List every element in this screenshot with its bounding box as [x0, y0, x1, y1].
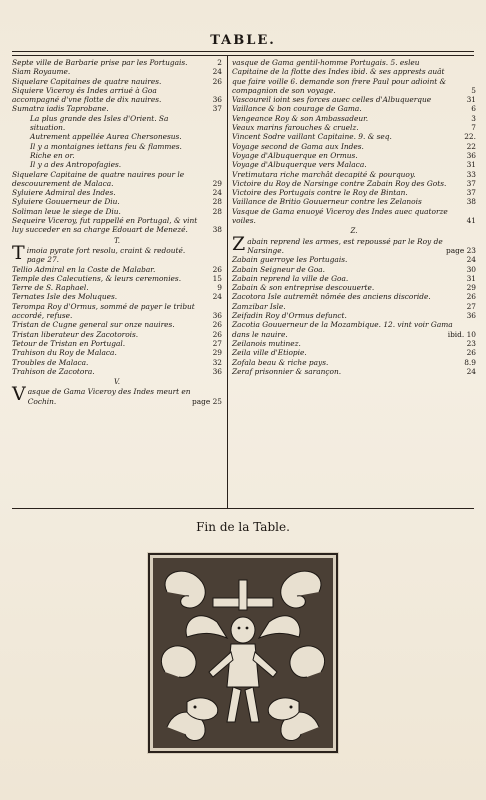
entry-text: Terompa Roy d'Ormus, sommé de payer le tribut accordé, refuse. [12, 301, 195, 321]
entry-text: Zofala beau & riche pays. [232, 357, 329, 367]
index-entry [12, 114, 222, 133]
index-entry [12, 67, 222, 76]
index-entry [12, 265, 222, 274]
entry-page-number: 31 [466, 273, 476, 283]
index-entry [232, 160, 476, 169]
entry-page-number: 26 [466, 348, 476, 358]
entry-page-number: 29 [212, 178, 222, 188]
index-entry [232, 114, 476, 123]
entry-text: Zabain guerroye les Portugais. [232, 255, 348, 265]
index-entry [12, 170, 222, 189]
index-entry [232, 339, 476, 348]
entry-page-number: 29 [212, 348, 222, 358]
entry-text: Zabain reprend les armes, est repoussé par le Roy de Narsinge. [232, 232, 443, 255]
entry-text: Zabain reprend la ville de Goa. [232, 273, 349, 283]
index-column-left [12, 58, 222, 406]
entry-text: Troubles de Malaca. [12, 357, 89, 367]
column-separator [227, 56, 228, 508]
woodcut-grotesque-ornament-icon [147, 552, 339, 754]
entry-page-number: 26 [212, 329, 222, 339]
index-entry [232, 232, 476, 256]
entry-text: Temple des Calecutiens, & leurs ceremonies. [12, 273, 182, 283]
index-entry [232, 367, 476, 376]
entry-text: Siam Royaume. [12, 67, 71, 77]
index-entry [232, 151, 476, 160]
index-entry [232, 132, 476, 141]
entry-text: Tristan liberateur des Zacotorois. [12, 329, 139, 339]
index-entry [12, 320, 222, 329]
index-entry [232, 283, 476, 292]
index-entry [12, 142, 222, 151]
index-entry [12, 274, 222, 283]
entry-page-number: 31 [466, 95, 476, 105]
index-entry [232, 274, 476, 283]
entry-page-number: 36 [212, 95, 222, 105]
entry-text: Vaillance & bon courage de Gama. [232, 104, 362, 114]
entry-text: Vasque de Gama enuoyé Viceroy des Indes auec quatorze voiles. [232, 206, 448, 226]
end-of-table-text: Fin de la Table. [196, 520, 290, 534]
entry-text: Veaux marins farouches & cruelz. [232, 123, 359, 133]
entry-page-number: 29 [466, 283, 476, 293]
index-entry [12, 302, 222, 321]
entry-text: vasque de Gama gentil-homme Portugais. 5. esleu Capitaine de la flotte des Indes ibid. & ses apprests auât que faire voille 6. demande son frere Paul pour adioint & compagnion de son voyage. [232, 58, 447, 95]
index-entry [12, 160, 222, 169]
entry-page-number: 36 [212, 366, 222, 376]
entry-page-number: 24 [212, 188, 222, 198]
index-entry [232, 302, 476, 311]
entry-page-number: 30 [466, 264, 476, 274]
entry-text: La plus grande des Isles d'Orient. Sa situation. [30, 113, 169, 133]
entry-text: Tristan de Cugne general sur onze nauires. [12, 320, 175, 330]
entry-text: Il y a montaignes iettans feu & flammes. [30, 141, 182, 151]
entry-text: Zacotora Isle autremêt nômée des anciens discoride. [232, 292, 431, 302]
entry-text: Vaillance de Britio Gouuerneur contre les Zelanois [232, 197, 422, 207]
entry-text: Syluiere Gouuerneur de Diu. [12, 197, 120, 207]
entry-page-number: 24 [212, 292, 222, 302]
entry-page-number: 26 [212, 320, 222, 330]
entry-page-number: 31 [466, 160, 476, 170]
index-entry [232, 348, 476, 357]
index-entry [232, 104, 476, 113]
entry-page-number: 15 [212, 273, 222, 283]
entry-text: Voyage d'Albuquerque vers Malaca. [232, 160, 367, 170]
index-entry [12, 339, 222, 348]
entry-text: Timoia pyrate fort resolu, craint & redouté. page 27. [12, 241, 186, 265]
index-entry [232, 320, 476, 339]
entry-text: Zabain & son entreprise descouuerte. [232, 283, 375, 293]
entry-page-number: 37 [466, 188, 476, 198]
entry-page-number: 37 [466, 178, 476, 188]
entry-text: Vengeance Roy & son Ambassadeur. [232, 113, 369, 123]
entry-text: Zeifadin Roy d'Ormus defunct. [232, 311, 347, 321]
entry-page-number: 26 [212, 76, 222, 86]
entry-page-number: 5 [471, 85, 476, 95]
entry-text: Voyage second de Gama aux Indes. [232, 141, 364, 151]
entry-text: Siquiere Viceroy és Indes arriué à Goa accompagné d'vne flotte de dix nauires. [12, 85, 162, 105]
index-entry [232, 311, 476, 320]
entry-text: Zamzibar Isle. [232, 301, 286, 311]
entry-page-number: 22 [466, 141, 476, 151]
index-entry [12, 197, 222, 206]
entry-text: Il y a des Antropofagies. [30, 160, 122, 170]
entry-text: Siquelare Capitaine de quatre nauires pour le descouurement de Malaca. [12, 169, 185, 188]
entry-page-number: 41 [466, 216, 476, 226]
entry-text: Terre de S. Raphael. [12, 283, 89, 293]
index-entry [232, 207, 476, 226]
entry-page-number: 37 [212, 104, 222, 114]
entry-page-number: 23 [466, 338, 476, 348]
entry-text: Victoire du Roy de Narsinge contre Zabain Roy des Gots. [232, 178, 447, 188]
entry-page-number: 27 [466, 301, 476, 311]
entry-page-number: 2 [217, 58, 222, 67]
entry-page-number: ibid. 10 [447, 329, 476, 339]
index-entry [12, 330, 222, 339]
index-entry [12, 241, 222, 265]
entry-text: Vascoureil ioint ses forces auec celles d'Albuquerque [232, 95, 432, 105]
entry-page-number: 9 [217, 283, 222, 293]
header-rule-double [12, 55, 474, 56]
entry-page-number: 36 [212, 311, 222, 321]
entry-text: Sumatra iadis Taprobane. [12, 104, 109, 114]
footer-rule [12, 508, 474, 509]
entry-page-number: page 23 [446, 245, 476, 255]
index-entry [232, 292, 476, 301]
entry-page-number: 6 [471, 104, 476, 114]
index-entry [232, 95, 476, 104]
entry-text: Zacotia Gouuerneur de la Mozambique. 12. vint voir Gama dans le nauire. [232, 320, 453, 339]
index-entry [232, 123, 476, 132]
entry-text: Vretimutara riche marchât decapité & pourquoy. [232, 169, 416, 179]
index-entry [232, 265, 476, 274]
index-entry [12, 283, 222, 292]
index-entry [12, 207, 222, 216]
entry-text: Trahison de Zacotora. [12, 366, 95, 376]
index-entry [12, 58, 222, 67]
entry-text: Syluiere Admiral des Indes. [12, 188, 116, 198]
entry-page-number: 38 [212, 225, 222, 235]
entry-text: Tellio Admiral en la Coste de Malabar. [12, 264, 156, 274]
index-entry [12, 383, 222, 406]
entry-text: Autrement appellée Aurea Chersonesus. [30, 132, 182, 142]
entry-text: Zabain Seigneur de Goa. [232, 264, 326, 274]
entry-text: Riche en or. [30, 150, 75, 160]
entry-text: Voyage d'Albuquerque en Ormus. [232, 150, 358, 160]
header-rule [12, 51, 474, 52]
index-entry [232, 179, 476, 188]
index-entry [12, 104, 222, 113]
index-entry [12, 188, 222, 197]
entry-page-number: page 25 [192, 396, 222, 406]
index-entry [232, 188, 476, 197]
page-header: TABLE. [210, 33, 276, 48]
index-entry [232, 197, 476, 206]
entry-page-number: 36 [466, 311, 476, 321]
entry-text: Sequeire Viceroy, fut rappellé en Portugal, & vint luy succeder en sa charge Edouart de Menezé. [12, 216, 198, 235]
entry-text: Ternates Isle des Moluques. [12, 292, 118, 302]
entry-page-number: 24 [212, 67, 222, 77]
index-column-right [232, 58, 476, 376]
entry-text: Vasque de Gama Viceroy des Indes meurt en Cochin. [12, 383, 191, 406]
index-entry [12, 292, 222, 301]
entry-page-number: 32 [212, 357, 222, 367]
entry-page-number: 36 [466, 150, 476, 160]
entry-page-number: 3 [471, 113, 476, 123]
entry-page-number: 28 [212, 197, 222, 207]
entry-text: Trahison du Roy de Malaca. [12, 348, 117, 358]
entry-page-number: 33 [466, 169, 476, 179]
entry-page-number: 8.9 [464, 357, 476, 367]
entry-text: Siquelare Capitaines de quatre nauires. [12, 76, 162, 86]
entry-text: Zeila ville d'Etiopie. [232, 348, 307, 358]
section-letter: Z. [350, 227, 358, 236]
entry-text: Soliman leue le siege de Diu. [12, 206, 121, 216]
index-entry [12, 367, 222, 376]
index-entry [232, 255, 476, 264]
index-entry [232, 358, 476, 367]
entry-page-number: 38 [466, 197, 476, 207]
entry-page-number: 22. [464, 132, 476, 142]
entry-page-number: 24 [466, 255, 476, 265]
entry-page-number: 26 [466, 292, 476, 302]
index-entry [232, 170, 476, 179]
index-entry [12, 348, 222, 357]
index-entry [12, 132, 222, 141]
entry-page-number: 26 [212, 264, 222, 274]
index-entry [232, 142, 476, 151]
section-letter: T. [114, 236, 120, 245]
index-entry [12, 358, 222, 367]
entry-text: Septe ville de Barbarie prise par les Portugais. [12, 58, 188, 67]
section-letter: V. [113, 378, 121, 387]
entry-text: Vincent Sodre vaillant Capitaine. 9. & seq. [232, 132, 392, 142]
entry-text: Victoire des Portugais contre le Roy de Bintan. [232, 188, 408, 198]
index-entry [12, 77, 222, 86]
index-entry [12, 151, 222, 160]
entry-text: Zeilanois mutinez. [232, 338, 301, 348]
entry-page-number: 24 [466, 366, 476, 376]
index-entry [232, 58, 476, 95]
entry-page-number: 7 [471, 123, 476, 133]
entry-text: Zeraf prisonnier & sarançon. [232, 366, 342, 376]
index-entry [12, 86, 222, 105]
entry-page-number: 27 [212, 338, 222, 348]
entry-text: Tetour de Tristan en Portugal. [12, 338, 126, 348]
entry-page-number: 28 [212, 206, 222, 216]
index-entry [12, 216, 222, 235]
